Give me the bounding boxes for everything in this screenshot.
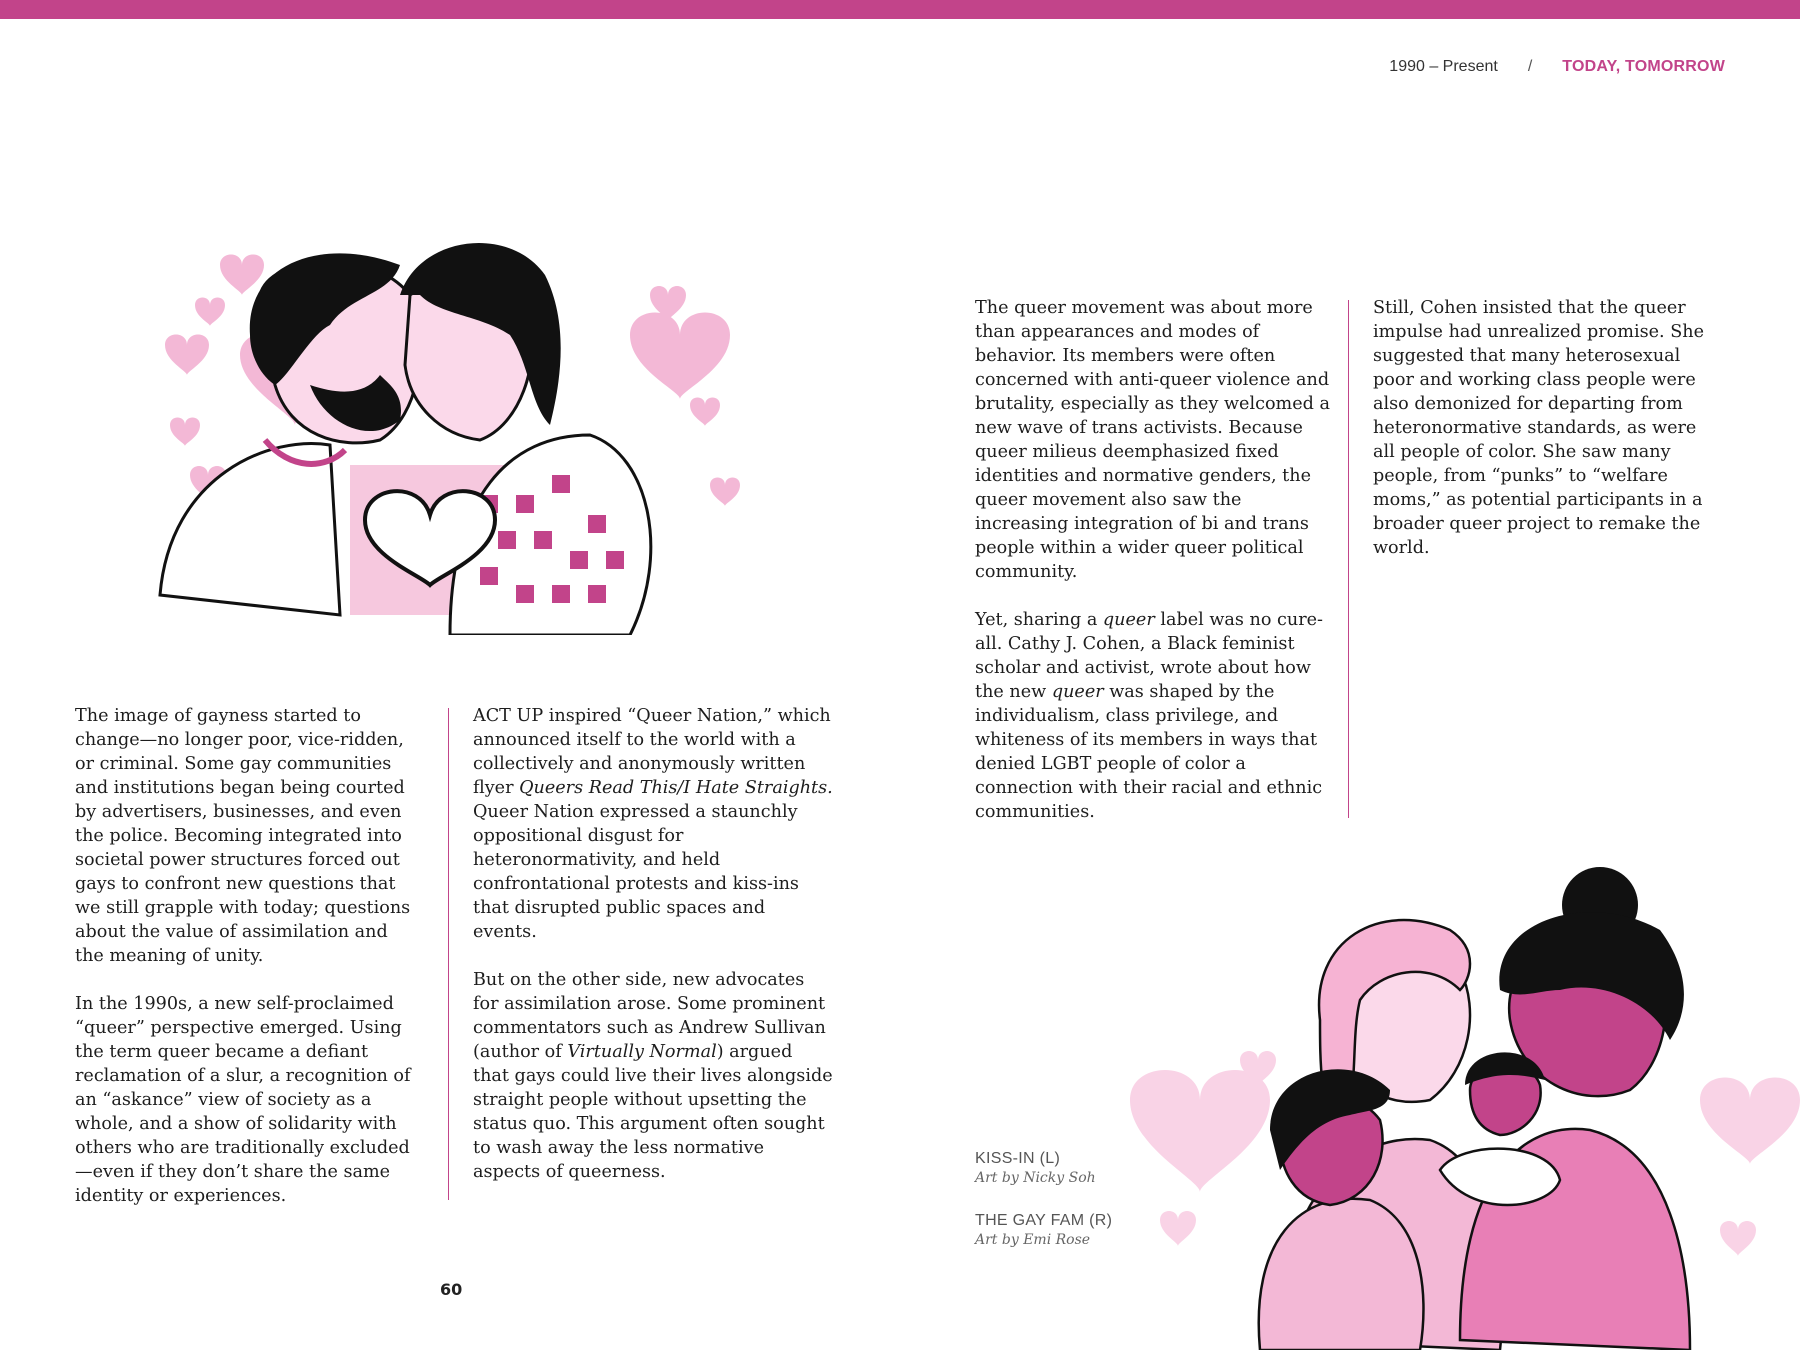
paragraph: In the 1990s, a new self-proclaimed “queer” perspective emerged. Using the term queer became a defiant reclamation of a slur, a recognition of an “askance” view of society as a whole, and a show of solidarity with others who are traditionally excluded—even if they don’t share the same identity or experiences. (75, 994, 411, 1206)
header-separator: / (1527, 58, 1533, 75)
era-label: 1990 – Present (1389, 58, 1498, 75)
column-divider (448, 708, 449, 1200)
column-left-1 (75, 704, 420, 1232)
caption-title: KISS-IN (L) (975, 1150, 1061, 1167)
column-divider (1348, 300, 1349, 818)
paragraph: ACT UP inspired “Queer Nation,” which announced itself to the world with a collectively and anonymously written flyer Queers Read This/I Hate Straights. Queer Nation expressed a staunchly oppositional disgust for heteronormativity, and held confrontational protests and kiss-ins that disrupted public spaces and events. (473, 706, 833, 942)
running-head (1389, 58, 1725, 76)
gay-fam-illustration (1130, 840, 1800, 1350)
column-right-2 (1373, 296, 1723, 584)
caption-title: THE GAY FAM (R) (975, 1212, 1113, 1229)
paragraph: The queer movement was about more than appearances and modes of behavior. Its members were often concerned with anti-queer violence and brutality, especially as they welcomed a new wave of trans activists. Because queer milieus deemphasized fixed identities and normative genders, the queer movement also saw the increasing integration of bi and trans people within a wider queer political community. (975, 298, 1330, 582)
caption-credit: Art by Nicky Soh (975, 1170, 1096, 1186)
column-right-1 (975, 296, 1330, 848)
caption-gay-fam (975, 1212, 1112, 1248)
top-accent-bar (0, 0, 1800, 19)
section-title: TODAY, TOMORROW (1562, 58, 1725, 75)
column-left-2 (473, 704, 833, 1208)
caption-kiss-in (975, 1150, 1096, 1186)
paragraph: Still, Cohen insisted that the queer impulse had unrealized promise. She suggested that many heterosexual poor and working class people were also demonized for departing from heteronormative standards, as were all people of color. She saw many people, from “punks” to “welfare moms,” as potential participants in a broader queer project to remake the world. (1373, 298, 1704, 558)
page-number: 60 (440, 1280, 463, 1299)
paragraph: The image of gayness started to change—no longer poor, vice-ridden, or criminal. Some gay communities and institutions began being courted by advertisers, businesses, and even the police. Becoming integrated into societal power structures forced out gays to confront new questions that we still grapple with today; questions about the value of assimilation and the meaning of unity. (75, 706, 411, 966)
paragraph: Yet, sharing a queer label was no cure-all. Cathy J. Cohen, a Black feminist scholar and activist, wrote about how the new queer was shaped by the individualism, class privilege, and whiteness of its members in ways that denied LGBT people of color a connection with their racial and ethnic communities. (975, 610, 1323, 822)
kiss-in-illustration (150, 235, 750, 635)
paragraph: But on the other side, new advocates for assimilation arose. Some prominent commentators such as Andrew Sullivan (author of Virtually Normal) argued that gays could live their lives alongside straight people without upsetting the status quo. This argument often sought to wash away the less normative aspects of queerness. (473, 970, 833, 1182)
caption-credit: Art by Emi Rose (975, 1232, 1091, 1248)
